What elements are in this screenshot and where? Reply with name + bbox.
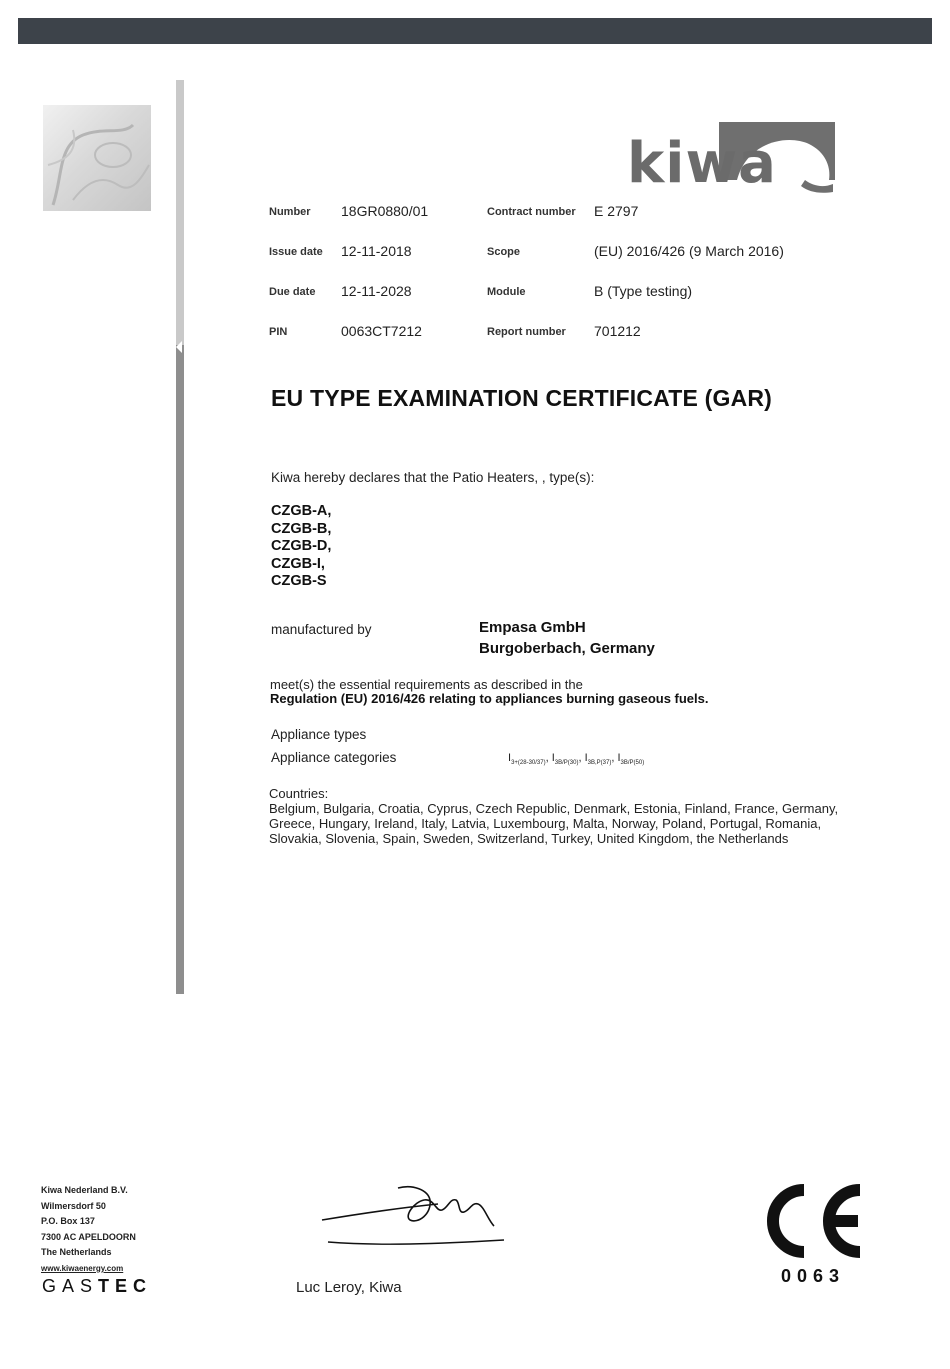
ce-mark bbox=[760, 1184, 866, 1258]
address-line: 7300 AC APELDOORN bbox=[41, 1231, 136, 1242]
number-value: 18GR0880/01 bbox=[341, 203, 429, 219]
declaration-text: Kiwa hereby declares that the Patio Heaters, , type(s): bbox=[271, 470, 595, 485]
manufacturer-location: Burgoberbach, Germany bbox=[479, 640, 655, 657]
category-sub: 3+(28-30/37) bbox=[511, 760, 546, 767]
certificate-title: EU TYPE EXAMINATION CERTIFICATE (GAR) bbox=[271, 385, 773, 411]
countries-list: Belgium, Bulgaria, Croatia, Cyprus, Czech Republic, Denmark, Estonia, Finland, France, Germany, Greece, Hungary, Ireland, Italy, Latvia, Luxembourg, Malta, Norway, Poland, Portugal, Romania, Slovakia, Slovenia, Spain, Sweden, Switzerland, Turkey, United Kingdom, the Netherlands bbox=[269, 801, 839, 846]
signer-name: Luc Leroy, Kiwa bbox=[296, 1279, 402, 1296]
address-line: Kiwa Nederland B.V. bbox=[41, 1185, 128, 1195]
gastec-logo bbox=[42, 1276, 152, 1297]
appliance-types-label: Appliance types bbox=[271, 727, 367, 742]
manufactured-by-label: manufactured by bbox=[271, 622, 372, 637]
contract-number-value: E 2797 bbox=[594, 203, 639, 219]
manufacturer-name: Empasa GmbH bbox=[479, 619, 586, 636]
category-sub: 3B/P(30) bbox=[554, 760, 579, 767]
regulation-text: Regulation (EU) 2016/426 relating to appliances burning gaseous fuels. bbox=[270, 691, 709, 706]
due-date-label: Due date bbox=[269, 286, 316, 298]
company-address bbox=[41, 1183, 136, 1261]
top-bar bbox=[18, 18, 932, 44]
type-item: CZGB-A, bbox=[271, 503, 332, 519]
type-item: CZGB-B, bbox=[271, 520, 332, 537]
issue-date-label: Issue date bbox=[269, 246, 323, 258]
address-line: Wilmersdorf 50 bbox=[41, 1200, 106, 1211]
type-item: CZGB-I, bbox=[271, 555, 325, 572]
gastec-bold: TEC bbox=[98, 1276, 153, 1296]
type-list bbox=[271, 503, 331, 591]
website-link[interactable]: www.kiwaenergy.com bbox=[41, 1264, 124, 1273]
category-main: I bbox=[617, 752, 621, 764]
pin-value: 0063CT7212 bbox=[341, 323, 422, 339]
requirements-text: meet(s) the essential requirements as described in the bbox=[270, 677, 583, 692]
category-main: I bbox=[508, 752, 512, 764]
category-sub: 3B,P(37) bbox=[587, 760, 612, 767]
module-label: Module bbox=[487, 286, 526, 298]
kiwa-logo-text: kiwa bbox=[627, 131, 777, 194]
report-number-label: Report number bbox=[487, 326, 566, 338]
category-main: I bbox=[584, 752, 588, 764]
side-bar-highlight bbox=[176, 80, 184, 345]
appliance-categories-value: $I_{3+(28-30/37)}$, $I_{3B/P(30)}$, $I_{3B,P(37)}$, $I_{3B/P(50)}$ bbox=[508, 752, 645, 767]
kiwa-logo bbox=[627, 122, 835, 194]
address-line: The Netherlands bbox=[41, 1247, 112, 1257]
type-item: CZGB-S bbox=[271, 573, 327, 589]
signature bbox=[318, 1180, 508, 1252]
address-line: P.O. Box 137 bbox=[41, 1216, 95, 1226]
scope-label: Scope bbox=[487, 246, 521, 258]
contract-number-label: Contract number bbox=[487, 206, 576, 218]
countries-label: Countries: bbox=[269, 786, 329, 801]
pin-label: PIN bbox=[269, 326, 288, 338]
number-label: Number bbox=[269, 206, 311, 218]
issue-date-value: 12-11-2018 bbox=[341, 243, 412, 259]
category-main: I bbox=[551, 752, 555, 764]
due-date-value: 12-11-2028 bbox=[341, 283, 412, 299]
decorative-beaver-image bbox=[43, 105, 151, 211]
side-bar-notch bbox=[176, 341, 182, 353]
appliance-categories-label: Appliance categories bbox=[271, 750, 397, 765]
type-item: CZGB-D, bbox=[271, 538, 332, 554]
module-value: B (Type testing) bbox=[594, 283, 693, 299]
category-sub: 3B/P(50) bbox=[620, 760, 645, 767]
notified-body-number: 0063 bbox=[781, 1266, 846, 1286]
report-number-value: 701212 bbox=[594, 323, 641, 339]
scope-value: (EU) 2016/426 (9 March 2016) bbox=[594, 243, 784, 259]
gastec-light: GAS bbox=[42, 1276, 99, 1296]
manufacturer-block bbox=[479, 617, 655, 659]
